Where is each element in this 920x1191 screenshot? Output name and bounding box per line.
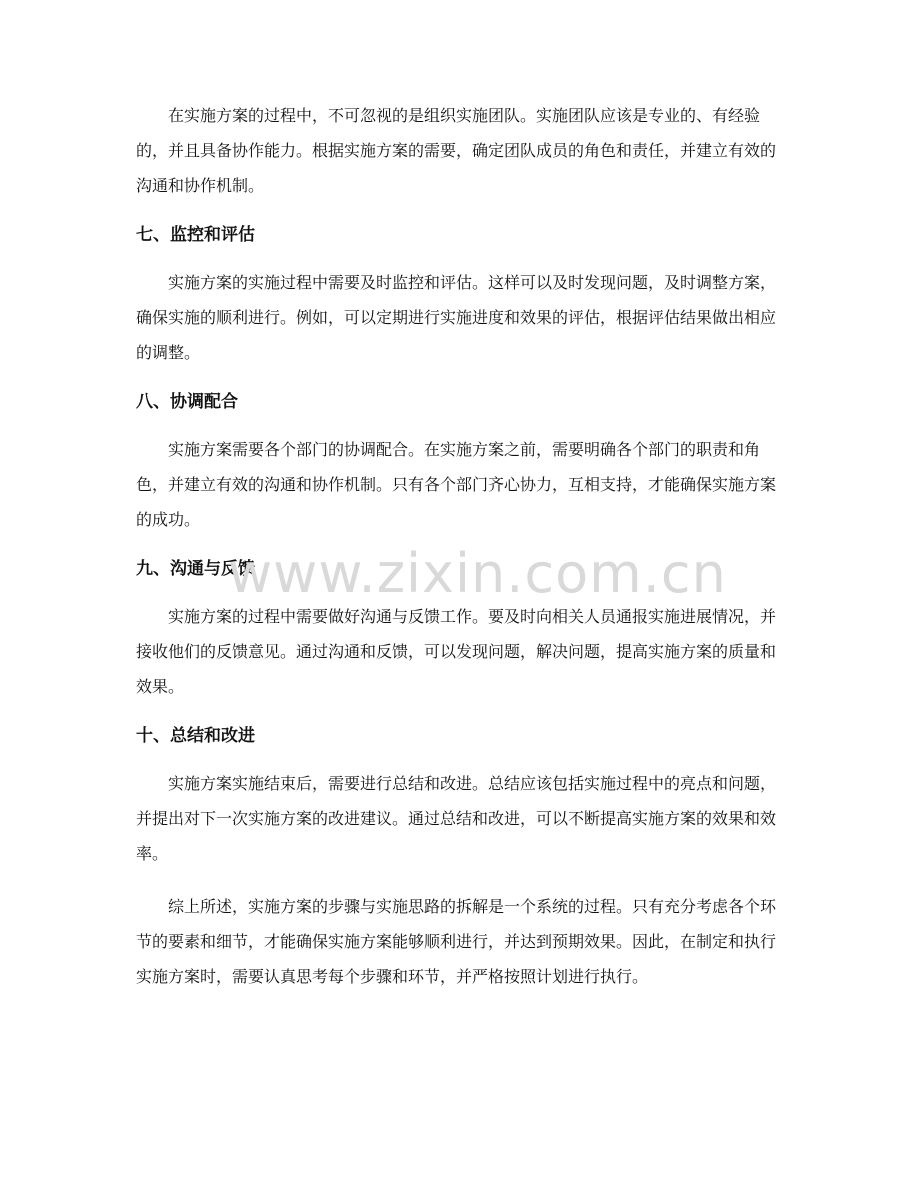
spacer [136, 750, 784, 766]
spacer [136, 704, 784, 722]
section-heading-monitoring: 七、监控和评估 [136, 225, 255, 245]
spacer [136, 416, 784, 432]
spacer [136, 871, 784, 889]
spacer [136, 370, 784, 388]
section-heading-communication: 九、沟通与反馈 [136, 559, 255, 579]
section-paragraph-summary: 实施方案实施结束后，需要进行总结和改进。总结应该包括实施过程中的亮点和问题，并提出对下一次实施方案的改进建议。通过总结和改进，可以不断提高实施方案的效果和效率。 [136, 774, 777, 863]
spacer [136, 249, 784, 265]
section-paragraph-communication: 实施方案的过程中需要做好沟通与反馈工作。要及时向相关人员通报实施进展情况，并接收他们的反馈意见。通过沟通和反馈，可以发现问题，解决问题，提高实施方案的质量和效果。 [136, 607, 777, 696]
conclusion-paragraph: 综上所述，实施方案的步骤与实施思路的拆解是一个系统的过程。只有充分考虑各个环节的要素和细节，才能确保实施方案能够顺利进行，并达到预期效果。因此，在制定和执行实施方案时，需要认真思考每个步骤和环节，并严格按照计划进行执行。 [136, 897, 777, 986]
intro-paragraph: 在实施方案的过程中，不可忽视的是组织实施团队。实施团队应该是专业的、有经验的，并且具备协作能力。根据实施方案的需要，确定团队成员的角色和责任，并建立有效的沟通和协作机制。 [136, 106, 777, 195]
section-paragraph-monitoring: 实施方案的实施过程中需要及时监控和评估。这样可以及时发现问题，及时调整方案，确保实施的顺利进行。例如，可以定期进行实施进度和效果的评估，根据评估结果做出相应的调整。 [136, 273, 777, 362]
spacer [136, 203, 784, 221]
watermark-text: www.zixin.com.cn [228, 542, 727, 605]
section-paragraph-coordination: 实施方案需要各个部门的协调配合。在实施方案之前，需要明确各个部门的职责和角色，并建立有效的沟通和协作机制。只有各个部门齐心协力，互相支持，才能确保实施方案的成功。 [136, 440, 777, 529]
section-heading-coordination: 八、协调配合 [136, 392, 238, 412]
section-heading-summary: 十、总结和改进 [136, 726, 255, 746]
